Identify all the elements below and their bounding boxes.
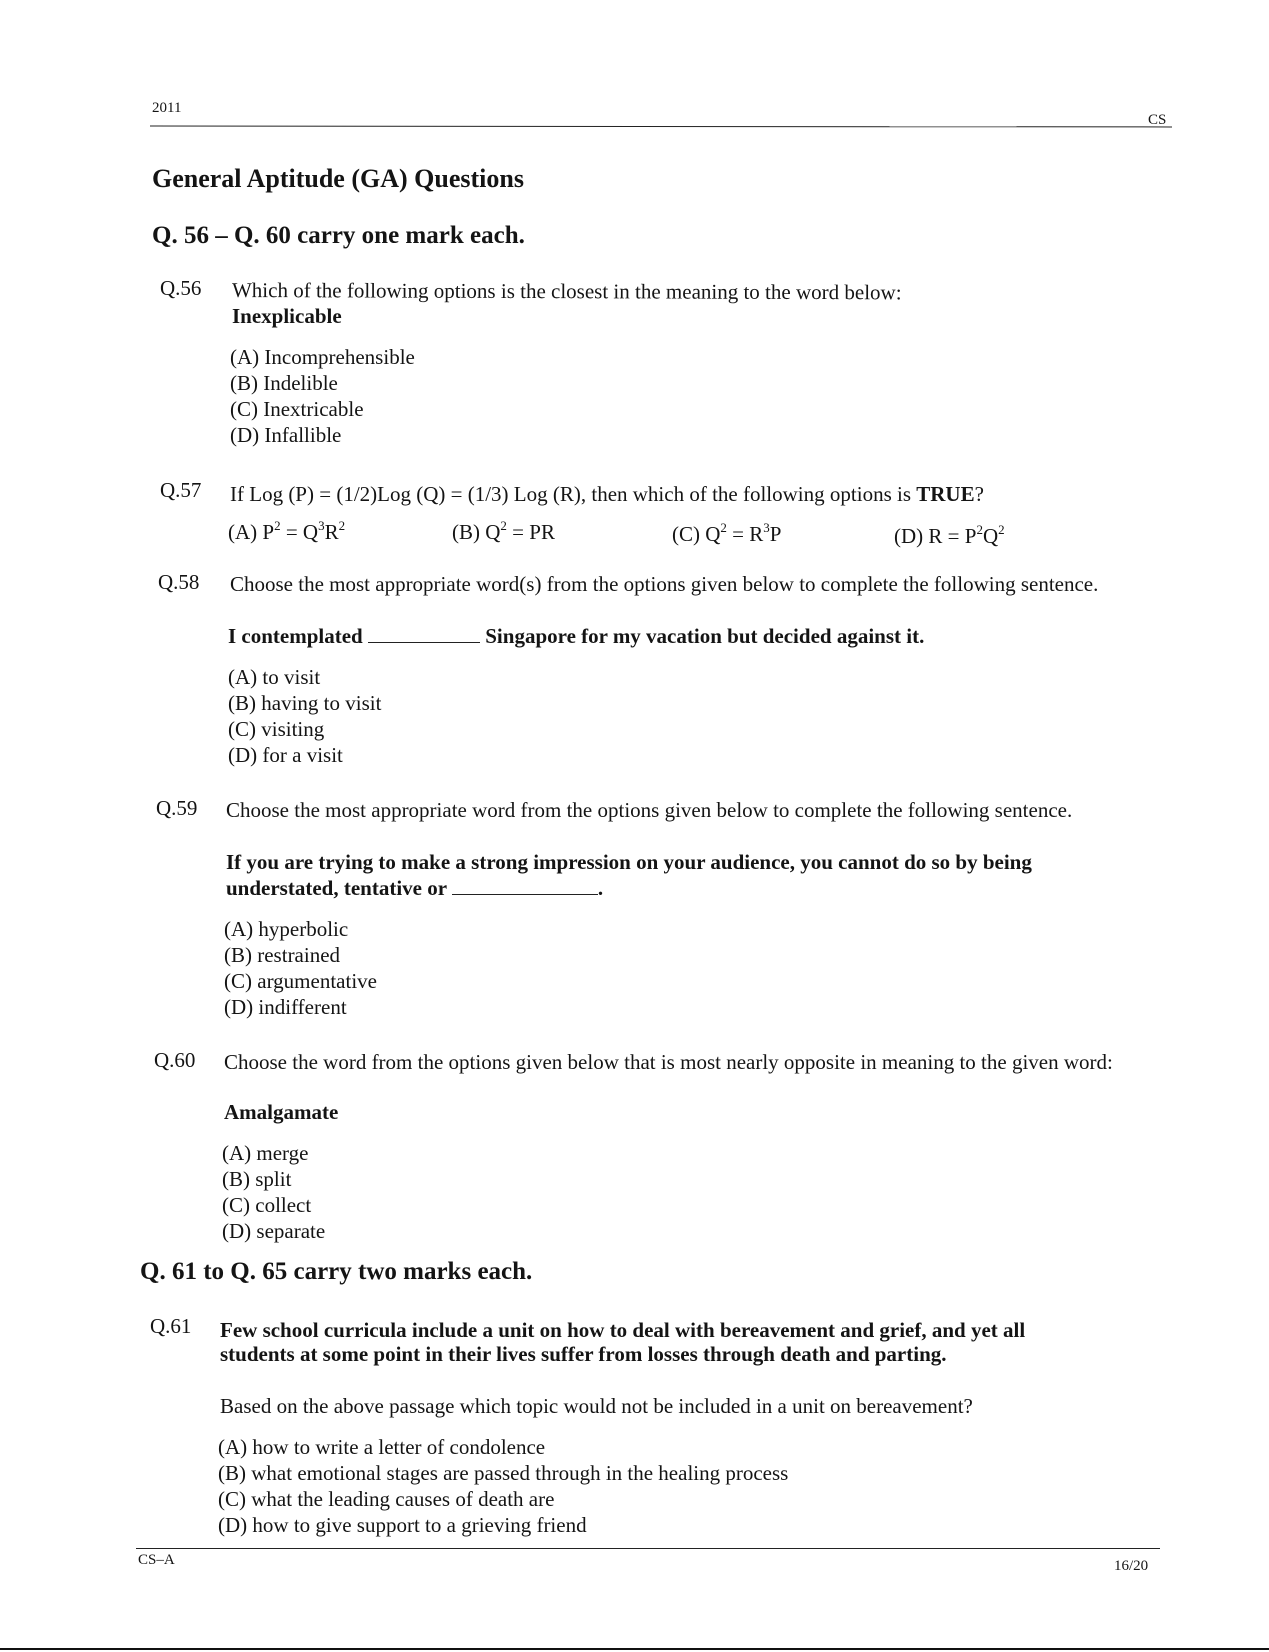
q57-option-c: (C) $Q^2 = R^3P$ [672, 520, 782, 546]
q58-number: Q.58 [158, 570, 200, 594]
q58-sentence: I contemplated Singapore for my vacation but decided against it. [228, 624, 925, 648]
q59-option-a: (A) hyperbolic [224, 917, 349, 941]
q60-options [222, 1140, 325, 1244]
q58-blank [368, 628, 480, 643]
q59-options [224, 916, 377, 1020]
scan-edge-line [0, 1648, 1269, 1650]
q60-option-d: (D) separate [222, 1219, 326, 1243]
footer-rule [136, 1548, 1160, 1549]
q57-option-b: (B) $Q^2$ = PR [452, 518, 555, 544]
q59-option-d: (D) indifferent [224, 995, 347, 1019]
q61-option-d: (D) how to give support to a grieving friend [218, 1513, 587, 1537]
q61-option-c: (C) what the leading causes of death are [218, 1487, 555, 1511]
q59-sentence-line2: understated, tentative or . [226, 876, 604, 900]
footer-code: CS–A [138, 1552, 175, 1568]
q59-blank [452, 880, 598, 895]
q59-option-b: (B) restrained [224, 943, 341, 967]
page-number: 16/20 [1114, 1558, 1149, 1574]
q61-passage-line1: Few school curricula include a unit on how to deal with bereavement and grief, and yet all [220, 1318, 1026, 1342]
q60-option-b: (B) split [222, 1167, 292, 1191]
header-rule [150, 126, 1172, 128]
q61-option-b: (B) what emotional stages are passed through in the healing process [218, 1461, 789, 1485]
q60-word: Amalgamate [224, 1100, 339, 1124]
q59-number: Q.59 [156, 796, 198, 820]
section-two-marks: Q. 61 to Q. 65 carry two marks each. [140, 1258, 533, 1285]
q60-option-c: (C) collect [222, 1193, 312, 1217]
page-title: General Aptitude (GA) Questions [152, 164, 524, 193]
q61-number: Q.61 [150, 1314, 192, 1338]
q56-option-c: (C) Inextricable [230, 397, 364, 421]
q60-number: Q.60 [154, 1048, 196, 1072]
header-paper-code: CS [1148, 112, 1167, 128]
q61-question: Based on the above passage which topic would not be included in a unit on bereavement? [220, 1394, 973, 1418]
q56-options [230, 344, 415, 448]
q56-word: Inexplicable [232, 304, 342, 328]
q61-options [218, 1434, 788, 1538]
q56-option-a: (A) Incomprehensible [230, 345, 415, 369]
q59-sentence-line1: If you are trying to make a strong impression on your audience, you cannot do so by being [226, 850, 1032, 874]
q59-text: Choose the most appropriate word from the options given below to complete the following sentence. [226, 798, 1073, 822]
q56-number: Q.56 [160, 276, 202, 300]
q61-passage-line2: students at some point in their lives suffer from losses through death and parting. [220, 1342, 947, 1366]
q57-number: Q.57 [160, 478, 202, 502]
q59-option-c: (C) argumentative [224, 969, 377, 993]
header-year: 2011 [152, 100, 182, 116]
q56-text: Which of the following options is the closest in the meaning to the word below: [231, 278, 902, 305]
q61-option-a: (A) how to write a letter of condolence [218, 1435, 546, 1459]
q58-option-d: (D) for a visit [228, 743, 343, 767]
q56-option-b: (B) Indelible [230, 371, 338, 395]
q57-text: If Log (P) = (1/2)Log (Q) = (1/3) Log (R), then which of the following options is TRUE? [230, 482, 984, 506]
q58-options [228, 664, 381, 768]
q58-option-a: (A) to visit [228, 665, 321, 689]
q58-option-b: (B) having to visit [228, 691, 382, 715]
q60-text: Choose the word from the options given below that is most nearly opposite in meaning to the given word: [224, 1050, 1113, 1074]
q60-option-a: (A) merge [222, 1141, 309, 1165]
section-one-mark: Q. 56 – Q. 60 carry one mark each. [152, 222, 525, 249]
q58-text: Choose the most appropriate word(s) from the options given below to complete the following sentence. [230, 572, 1099, 596]
q57-option-d: (D) $R = P^2Q^2$ [894, 522, 1005, 548]
q61-passage [220, 1318, 1142, 1366]
q57-option-a: (A) $P^2 = Q^3R^2$ [228, 518, 346, 544]
q58-option-c: (C) visiting [228, 717, 325, 741]
q56-option-d: (D) Infallible [230, 423, 342, 447]
